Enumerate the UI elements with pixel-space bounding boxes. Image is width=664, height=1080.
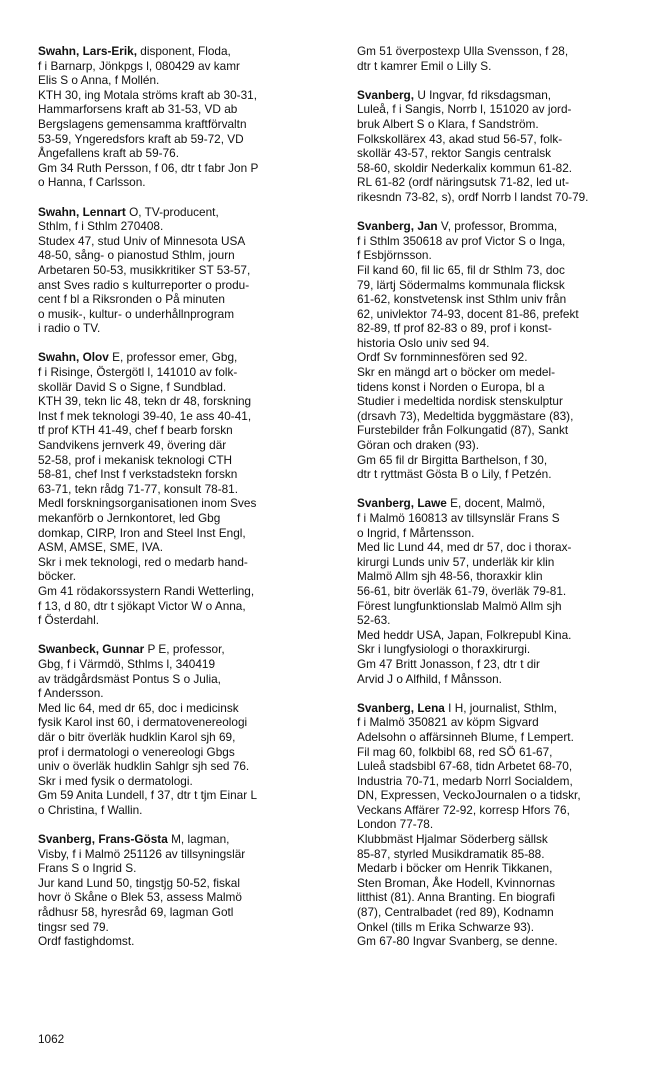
entry-line: Furstebilder från Folkungatid (87), Sankt (357, 423, 569, 438)
entry-line: univ o överläk hudklin Sahlgr sjh sed 76. (38, 759, 250, 774)
entry-line: 56-61, bitr överläk 61-79, överläk 79-81. (357, 583, 567, 598)
entry-line: f Andersson. (38, 686, 104, 701)
entry-line: där o bitr överläk hudklin Karol sjh 69, (38, 729, 236, 744)
entry-line: Med heddr USA, Japan, Folkrepubl Kina. (357, 627, 572, 642)
entry-line: Jur kand Lund 50, tingstjg 50-52, fiskal (38, 875, 240, 890)
biography-entry (357, 219, 657, 482)
entry-line: Gm 47 Britt Jonasson, f 23, dtr t dir (357, 656, 540, 671)
entry-line: skollär 43-57, rektor Sangis centralsk (357, 146, 552, 161)
entry-line: fysik Karol inst 60, i dermatovenereologi (38, 715, 248, 730)
entry-name: Swahn, Lars-Erik, (38, 44, 137, 58)
entry-line: 62, univlektor 74-93, docent 81-86, prefekt (357, 306, 579, 321)
entry-line: Frans S o Ingrid S. (38, 861, 137, 876)
entry-line: Folkskollärex 43, akad stud 56-57, folk- (357, 131, 563, 146)
entry-text: I H, journalist, Sthlm, (444, 700, 557, 715)
entry-line: Arvid J o Alfhild, f Månsson. (357, 671, 502, 686)
entry-line: bruk Albert S o Klara, f Sandström. (357, 116, 539, 131)
entry-line: Hammarforsens kraft ab 31-53, VD ab (38, 102, 238, 117)
entry-line: Medl forskningsorganisationen inom Sves (38, 496, 257, 511)
entry-line: Malmö Allm sjh 48-56, thoraxkir klin (357, 569, 543, 584)
biography-entry (357, 88, 657, 205)
entry-line: 63-71, tekn rådg 71-77, konsult 78-81. (38, 481, 239, 496)
entry-name: Svanberg, Lena (357, 700, 445, 715)
entry-line: historia Oslo univ sed 94. (357, 335, 490, 350)
entry-line: dtr t ryttmäst Gösta B o Lily, f Petzén. (357, 467, 552, 482)
biography-entry (38, 350, 338, 627)
entry-text: U Ingvar, fd riksdagsman, (414, 87, 552, 102)
entry-line: KTH 39, tekn lic 48, tekn dr 48, forskning (38, 394, 252, 409)
entry-line: o Christina, f Wallin. (38, 802, 143, 817)
entry-line: f i Malmö 350821 av köpm Sigvard (357, 715, 539, 730)
entry-line: skollär David S o Signe, f Sundblad. (38, 379, 227, 394)
entry-line: Inst f mek teknologi 39-40, 1e ass 40-41, (38, 408, 252, 423)
entry-line: 52-63. (357, 613, 391, 628)
entry-line: domkap, CIRP, Iron and Steel Inst Engl, (38, 525, 246, 540)
entry-line: Studier i medeltida nordisk stenskulptur (357, 394, 563, 409)
entry-line: o Hanna, f Carlsson. (38, 175, 146, 190)
entry-line: o Ingrid, f Mårtensson. (357, 525, 475, 540)
entry-line: av trädgårdsmäst Pontus S o Julia, (38, 671, 221, 686)
entry-line (38, 44, 338, 59)
biography-entry (38, 205, 338, 336)
biography-entry (38, 44, 338, 190)
entry-line: Gm 41 rödakorssystern Randi Wetterling, (38, 583, 255, 598)
entry-name: Svanberg, Jan (357, 219, 438, 234)
entry-line: f 13, d 80, dtr t sjökapt Victor W o Anna, (38, 598, 246, 613)
entry-line: Onkel (tills m Erika Schwarze 93). (357, 919, 534, 934)
entry-line: rådhusr 58, hyresråd 69, lagman Gotl (38, 905, 234, 920)
entry-line: Medarb i böcker om Henrik Tikkanen, (357, 861, 553, 876)
entry-line: Veckans Affärer 72-92, korresp Hfors 76, (357, 802, 570, 817)
entry-text: P E, professor, (144, 642, 225, 657)
entry-line: Adelsohn o affärsinneh Blume, f Lempert. (357, 729, 574, 744)
entry-line: Skr i med fysik o dermatologi. (38, 773, 193, 788)
entry-line: London 77-78. (357, 817, 434, 832)
entry-line: ASM, AMSE, SME, IVA. (38, 540, 163, 555)
entry-line: dtr t kamrer Emil o Lilly S. (357, 58, 492, 73)
entry-line: f i Barnarp, Jönkpgs l, 080429 av kamr (38, 58, 240, 73)
entry-text: V, professor, Bromma, (437, 219, 558, 234)
entry-line: anst Sves radio s kulturreporter o produ- (38, 277, 250, 292)
entry-line: Klubbmäst Hjalmar Söderberg sällsk (357, 832, 548, 847)
entry-line: f Esbjörnsson. (357, 248, 432, 263)
entry-name: Swahn, Lennart (38, 204, 126, 219)
entry-text: E, professor emer, Gbg, (108, 350, 238, 365)
entry-line: 52-58, prof i mekanisk teknologi CTH (38, 452, 233, 467)
entry-name: Swanbeck, Gunnar (38, 642, 145, 657)
entry-line (357, 701, 657, 716)
entry-name: Svanberg, Frans-Gösta (38, 832, 168, 847)
entry-line: kirurgi Lunds univ 57, underläk kir klin (357, 554, 555, 569)
entry-line: litthist (81). Anna Branting. En biografi (357, 890, 556, 905)
entry-line: Visby, f i Malmö 251126 av tillsyningslär (38, 846, 246, 861)
entry-line: 61-62, konstvetensk inst Sthlm univ från (357, 292, 567, 307)
entry-line: Gbg, f i Värmdö, Sthlms l, 340419 (38, 656, 216, 671)
entry-line: Göran och draken (93). (357, 438, 479, 453)
entry-line (38, 832, 338, 847)
entry-text: E, docent, Malmö, (446, 496, 546, 511)
biography-entry (38, 832, 338, 949)
entry-name: Svanberg, (357, 87, 415, 102)
entry-line: f i Malmö 160813 av tillsynslär Frans S (357, 511, 560, 525)
entry-line: Gm 51 överpostexp Ulla Svensson, f 28, (357, 44, 569, 58)
entry-line: rikesndn 73-82, s), ordf Norrb l landst 70-79. (357, 189, 589, 204)
entry-line: o musik-, kultur- o underhållnprogram (38, 306, 235, 321)
entry-line: tingsr sed 79. (38, 919, 109, 934)
entry-line: Skr i mek teknologi, red o medarb hand- (38, 554, 248, 569)
entry-line: prof i dermatologi o venereologi Gbgs (38, 744, 235, 759)
entry-line: Gm 59 Anita Lundell, f 37, dtr t tjm Einar L (38, 788, 258, 803)
entry-line: tf prof KTH 41-49, chef f bearb forskn (38, 423, 233, 438)
entry-line: Sandvikens jernverk 49, övering där (38, 438, 227, 453)
entry-line: Fil mag 60, folkbibl 68, red SÖ 61-67, (357, 744, 553, 759)
entry-line: f i Risinge, Östergötl l, 141010 av folk- (38, 365, 238, 380)
entry-line: Med lic Lund 44, med dr 57, doc i thorax- (357, 540, 572, 555)
entry-line: Industria 70-71, medarb Norrl Socialdem, (357, 773, 573, 788)
biography-entry (357, 701, 657, 949)
entry-line: 53-59, Yngeredsfors kraft ab 59-72, VD (38, 131, 244, 146)
left-column (38, 44, 338, 963)
entry-line: Gm 65 fil dr Birgitta Barthelson, f 30, (357, 452, 548, 467)
entry-name: Swahn, Olov (38, 350, 109, 365)
right-column (357, 44, 657, 963)
entry-line (357, 88, 657, 103)
entry-line: 58-81, chef Inst f verkstadstekn forskn (38, 467, 238, 482)
entry-line: Skr en mängd art o böcker om medel- (357, 365, 556, 380)
entry-line (38, 205, 338, 220)
entry-line: f i Sthlm 350618 av prof Victor S o Inga, (357, 233, 566, 248)
entry-line: mekanförb o Jernkontoret, led Gbg (38, 511, 221, 525)
entry-line: 85-87, styrled Musikdramatik 85-88. (357, 846, 545, 861)
entry-line: 82-89, tf prof 82-83 o 89, prof i konst- (357, 321, 552, 336)
entry-line: Luleå stadsbibl 67-68, tidn Arbetet 68-70, (357, 759, 573, 774)
entry-line: KTH 30, ing Motala ströms kraft ab 30-31, (38, 87, 257, 102)
entry-line (38, 350, 338, 365)
entry-line: Gm 34 Ruth Persson, f 06, dtr t fabr Jon P (38, 160, 259, 175)
entry-line: Skr i lungfysiologi o thoraxkirurgi. (357, 642, 531, 657)
entry-line: böcker. (38, 569, 77, 584)
entry-text: disponent, Floda, (137, 44, 231, 58)
biography-entry (38, 642, 338, 817)
entry-line: Förest lungfunktionslab Malmö Allm sjh (357, 598, 562, 613)
entry-line: Gm 67-80 Ingvar Svanberg, se denne. (357, 934, 558, 949)
entry-line: Med lic 64, med dr 65, doc i medicinsk (38, 700, 239, 715)
entry-line: Bergslagens gemensamma kraftförvaltn (38, 116, 247, 131)
entry-line: Fil kand 60, fil lic 65, fil dr Sthlm 73, doc (357, 262, 565, 277)
entry-line: Sten Broman, Åke Hodell, Kvinnornas (357, 875, 556, 890)
entry-line: 48-50, sång- o pianostud Sthlm, journ (38, 248, 235, 263)
biography-entry (357, 44, 657, 73)
entry-line: (drsavh 73), Medeltida byggmästare (83), (357, 408, 574, 423)
entry-line: DN, Expressen, VeckoJournalen o a tidskr, (357, 788, 581, 803)
entry-line: Ångefallens kraft ab 59-76. (38, 146, 179, 161)
entry-text: O, TV-producent, (125, 204, 219, 219)
entry-line: cent f bl a Riksronden o På minuten (38, 292, 225, 307)
entry-line (38, 642, 338, 657)
entry-line: tidens konst i Norden o Europa, bl a (357, 379, 545, 394)
biography-entry (357, 496, 657, 686)
entry-line: Luleå, f i Sangis, Norrb l, 151020 av jord- (357, 102, 572, 117)
entry-line: RL 61-82 (ordf näringsutsk 71-82, led ut- (357, 175, 570, 190)
entry-line (357, 496, 657, 511)
page-number: 1062 (38, 1032, 65, 1046)
entry-line: Ordf fastighdomst. (38, 934, 135, 949)
entry-name: Svanberg, Lawe (357, 496, 447, 511)
entry-line: f Österdahl. (38, 613, 99, 628)
entry-line: 79, lärtj Södermalms kommunala flicksk (357, 277, 565, 292)
entry-line: Arbetaren 50-53, musikkritiker ST 53-57, (38, 262, 251, 277)
entry-line: hovr ö Skåne o Blek 53, assess Malmö (38, 890, 242, 905)
entry-line: Studex 47, stud Univ of Minnesota USA (38, 233, 246, 248)
entry-line: Ordf Sv fornminnesfören sed 92. (357, 350, 528, 365)
entry-line: i radio o TV. (38, 321, 101, 336)
entry-line: (87), Centralbadet (red 89), Kodnamn (357, 905, 554, 920)
entry-line (357, 219, 657, 234)
entry-line: 58-60, skoldir Nederkalix kommun 61-82. (357, 160, 573, 175)
entry-line: Sthlm, f i Sthlm 270408. (38, 219, 164, 234)
entry-text: M, lagman, (167, 832, 230, 847)
entry-line: Elis S o Anna, f Mollén. (38, 73, 160, 88)
